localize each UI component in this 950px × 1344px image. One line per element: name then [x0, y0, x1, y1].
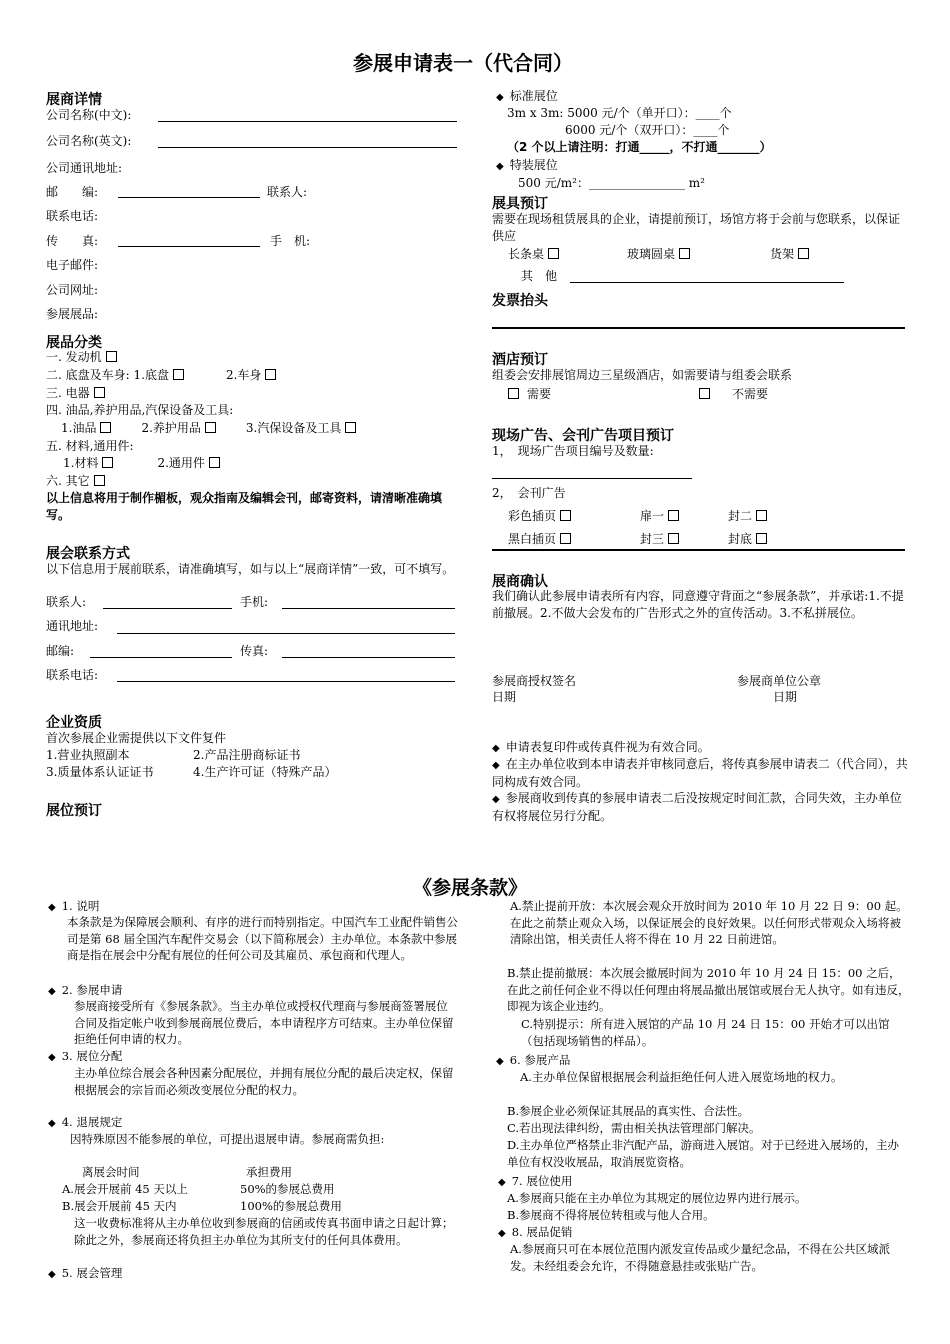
- hotel-need: 需要: [508, 386, 551, 403]
- diamond-bullet-icon: ◆: [498, 1177, 506, 1188]
- checkbox[interactable]: [699, 388, 710, 399]
- liaison-phone-label: 联系电话:: [46, 668, 99, 682]
- liaison-desc: 以下信息用于展前联系，请准确填写，如与以上“展商详情”一致，可不填写。: [46, 562, 455, 576]
- term-6-d: D.主办单位严格禁止非汽配产品，游商进入展馆。对于已经进入展场的，主办单位有权没收展品，取消展览资格。: [507, 1138, 899, 1169]
- seal-label: 参展商单位公章: [737, 674, 822, 688]
- checkbox[interactable]: [560, 533, 571, 544]
- category-2: 二. 底盘及车身: 1.底盘 2.车身: [46, 367, 276, 384]
- checkbox[interactable]: [560, 510, 571, 521]
- term-4: ◆ 4. 退展规定: [48, 1115, 123, 1129]
- furniture-table: 长条桌: [508, 246, 559, 263]
- diamond-bullet-icon: ◆: [496, 161, 504, 172]
- term-5: ◆ 5. 展会管理: [48, 1266, 123, 1280]
- term-7-a: A.参展商只能在主办单位为其规定的展位边界内进行展示。: [507, 1191, 807, 1205]
- checkbox[interactable]: [345, 422, 356, 433]
- term-4-b: B.展会开展前 45 天内: [62, 1199, 177, 1213]
- diamond-bullet-icon: ◆: [48, 986, 56, 997]
- liaison-address-label: 通讯地址:: [46, 619, 99, 633]
- category-6: 六. 其它: [46, 473, 105, 490]
- confirm-desc: 我们确认此参展申请表所有内容，同意遵守背面之“参展条款”，并承诺:1.不提前撤展。2.不做大会发布的广告形式之外的宣传活动。3.不私拼展位。: [492, 589, 904, 620]
- exhibits-label: 参展展品:: [46, 307, 99, 321]
- qualification-heading: 企业资质: [46, 715, 102, 731]
- ads-item-1: 1， 现场广告项目编号及数量:: [492, 444, 654, 458]
- seal-date-label: 日期: [773, 690, 798, 704]
- diamond-bullet-icon: ◆: [48, 1118, 56, 1129]
- checkbox[interactable]: [205, 422, 216, 433]
- liaison-fax-label: 传真:: [240, 644, 269, 658]
- diamond-bullet-icon: ◆: [496, 1056, 504, 1067]
- diamond-bullet-icon: ◆: [492, 760, 500, 771]
- term-5-a: A.禁止提前开放：本次展会观众开放时间为 2010 年 10 月 22 日 9：00 起。在此之前禁止观众入场，以保证展会的良好效果。以任何形式带观众入场将被清除出馆，相关责任人将不得在 10 月 22 日前进馆。: [510, 899, 908, 946]
- invoice-field[interactable]: [492, 327, 905, 329]
- company-cn-label: 公司名称(中文):: [46, 108, 132, 122]
- diamond-bullet-icon: ◆: [48, 902, 56, 913]
- checkbox[interactable]: [102, 457, 113, 468]
- term-4-col-fee: 承担费用: [246, 1165, 292, 1179]
- term-6-b: B.参展企业必须保证其展品的真实性、合法性。: [507, 1104, 750, 1118]
- sign-date-label: 日期: [492, 690, 517, 704]
- term-7-b: B.参展商不得将展位转租或与他人合用。: [507, 1208, 715, 1222]
- term-5-b: B.禁止提前撤展：本次展会撤展时间为 2010 年 10 月 24 日 15：00 之后，在此之前任何企业不得以任何理由将展品撤出展馆或展台无人执守。如有违反，即视为该企业违约。: [507, 966, 910, 1013]
- ads-item-1-field[interactable]: [492, 478, 692, 479]
- term-3-body: 主办单位综合展会各种因素分配展位，并拥有展位分配的最后决定权，保留根据展会的宗旨而必须改变展位分配的权力。: [74, 1066, 454, 1097]
- booth-heading: 展位预订: [46, 803, 102, 819]
- checkbox[interactable]: [668, 510, 679, 521]
- checkbox[interactable]: [173, 369, 184, 380]
- ads-bw: 黑白插页: [508, 531, 571, 548]
- ads-cover3: 封三: [640, 531, 679, 548]
- mobile-label: 手 机:: [270, 234, 311, 248]
- checkbox[interactable]: [106, 351, 117, 362]
- category-1: 一. 发动机: [46, 349, 117, 366]
- website-label: 公司网址:: [46, 283, 99, 297]
- ads-color: 彩色插页: [508, 508, 571, 525]
- exhibitor-heading: 展商详情: [46, 92, 102, 108]
- term-4-a-fee: 50%的参展总费用: [240, 1182, 335, 1196]
- postcode-label: 邮 编:: [46, 185, 99, 199]
- term-4-tail: 这一收费标准将从主办单位收到参展商的信函或传真书面申请之日起计算；除此之外，参展商还将负担主办单位为其所支付的任何具体费用。: [74, 1216, 454, 1247]
- terms-title: 《参展条款》: [413, 877, 528, 899]
- invoice-heading: 发票抬头: [492, 293, 548, 309]
- qualification-doc-1: 1.营业执照副本: [46, 748, 130, 762]
- liaison-mobile-field[interactable]: [282, 608, 455, 609]
- checkbox[interactable]: [679, 248, 690, 259]
- hotel-heading: 酒店预订: [492, 352, 548, 368]
- category-5-items: 1.材料 2.通用件: [63, 455, 220, 472]
- qualification-doc-4: 4.生产许可证（特殊产品）: [193, 765, 337, 779]
- contact-label: 联系人:: [267, 185, 308, 199]
- postcode-field[interactable]: [118, 197, 260, 198]
- term-2-body: 参展商接受所有《参展条款》。当主办单位或授权代理商与参展商签署展位合同及指定帐户收到参展商展位费后，本申请程序方可结束。主办单位保留拒绝任何申请的权力。: [74, 999, 454, 1046]
- term-6-a: A.主办单位保留根据展会利益拒绝任何人进入展览场地的权力。: [520, 1070, 843, 1084]
- standard-double-price: 6000 元/个（双开口）：____个: [565, 123, 730, 137]
- term-4-a: A.展会开展前 45 天以上: [62, 1182, 188, 1196]
- diamond-bullet-icon: ◆: [498, 1228, 506, 1239]
- diamond-bullet-icon: ◆: [48, 1052, 56, 1063]
- liaison-postcode-field[interactable]: [90, 657, 232, 658]
- furniture-other-label: 其 他: [521, 269, 558, 283]
- term-8-a: A.参展商只可在本展位范围内派发宣传品或少量纪念品，不得在公共区域派发。未经组委会允许，不得随意悬挂或张贴广告。: [510, 1242, 890, 1273]
- category-4-items: 1.油品 2.养护用品 3.汽保设备及工具: [61, 420, 356, 437]
- diamond-bullet-icon: ◆: [48, 1269, 56, 1280]
- ads-back: 封底: [728, 531, 767, 548]
- special-price: 500 元/m²：________________ m²: [518, 176, 705, 190]
- phone-label: 联系电话:: [46, 209, 99, 223]
- checkbox[interactable]: [798, 248, 809, 259]
- liaison-contact-label: 联系人:: [46, 595, 87, 609]
- furniture-glass: 玻璃圆桌: [627, 246, 690, 263]
- furniture-other-field[interactable]: [570, 282, 844, 283]
- furniture-shelf: 货架: [770, 246, 809, 263]
- liaison-phone-field[interactable]: [117, 681, 455, 682]
- term-4-b-fee: 100%的参展总费用: [240, 1199, 342, 1213]
- company-en-field[interactable]: [158, 147, 457, 148]
- checkbox[interactable]: [94, 475, 105, 486]
- category-3: 三. 电器: [46, 385, 105, 402]
- page-title: 参展申请表一（代合同）: [353, 51, 573, 75]
- checkbox[interactable]: [100, 422, 111, 433]
- checkbox[interactable]: [508, 388, 519, 399]
- company-en-label: 公司名称(英文):: [46, 134, 132, 148]
- term-1-body: 本条款是为保障展会顺利、有序的进行而特别指定。中国汽车工业配件销售公司是第 68 届全国汽车配件交易会（以下简称展会）主办单位。本条款中参展商是指在展会中分配有展位的任何公司及其雇员、承包商和代理人。: [67, 915, 458, 962]
- fax-field[interactable]: [118, 246, 260, 247]
- liaison-contact-field[interactable]: [103, 608, 232, 609]
- checkbox[interactable]: [265, 369, 276, 380]
- liaison-fax-field[interactable]: [282, 657, 455, 658]
- fax-label: 传 真:: [46, 234, 99, 248]
- sign-label: 参展商授权签名: [492, 674, 577, 688]
- note-1: ◆ 申请表复印件或传真件视为有效合同。: [492, 740, 710, 754]
- liaison-mobile-label: 手机:: [240, 595, 269, 609]
- term-6-c: C.若出现法律纠纷，需由相关执法管理部门解决。: [507, 1121, 761, 1135]
- term-4-body: 因特殊原因不能参展的单位，可提出退展申请。参展商需负担:: [70, 1132, 385, 1146]
- email-label: 电子邮件:: [46, 258, 99, 272]
- checkbox[interactable]: [94, 387, 105, 398]
- liaison-address-field[interactable]: [117, 633, 455, 634]
- company-cn-field[interactable]: [158, 121, 457, 122]
- diamond-bullet-icon: ◆: [492, 794, 500, 805]
- categories-heading: 展品分类: [46, 335, 102, 351]
- ads-cover2: 封二: [728, 508, 767, 525]
- standard-note: （2 个以上请注明：打通_____，不打通_______）: [507, 140, 772, 154]
- term-6: ◆ 6. 参展产品: [496, 1053, 571, 1067]
- checkbox[interactable]: [209, 457, 220, 468]
- note-2: ◆ 在主办单位收到本申请表并审核同意后，将传真参展申请表二（代合同），共同构成有效合同。: [492, 757, 908, 789]
- diamond-bullet-icon: ◆: [492, 743, 500, 754]
- checkbox[interactable]: [548, 248, 559, 259]
- term-1: ◆ 1. 说明: [48, 899, 100, 913]
- hotel-noneed: 不需要: [699, 386, 768, 403]
- note-3: ◆ 参展商收到传真的参展申请表二后没按规定时间汇款，合同失效，主办单位有权将展位另行分配。: [492, 791, 902, 823]
- term-5-c: C.特别提示：所有进入展馆的产品 10 月 24 日 15：00 开始才可以出馆（包括现场销售的样品）。: [521, 1017, 890, 1048]
- hotel-desc: 组委会安排展馆周边三星级酒店，如需要请与组委会联系: [492, 368, 793, 382]
- qualification-doc-2: 2.产品注册商标证书: [193, 748, 301, 762]
- liaison-postcode-label: 邮编:: [46, 644, 75, 658]
- address-label: 公司通讯地址:: [46, 161, 123, 175]
- checkbox[interactable]: [668, 533, 679, 544]
- term-2: ◆ 2. 参展申请: [48, 983, 123, 997]
- section-divider: [492, 549, 905, 551]
- term-4-col-time: 离展会时间: [82, 1165, 140, 1179]
- standard-booth: ◆ 标准展位: [496, 89, 558, 103]
- checkbox[interactable]: [756, 510, 767, 521]
- diamond-bullet-icon: ◆: [496, 92, 504, 103]
- special-booth: ◆ 特装展位: [496, 158, 558, 172]
- category-4: 四. 油品,养护用品,汽保设备及工具:: [46, 403, 234, 417]
- confirm-heading: 展商确认: [492, 574, 548, 590]
- ads-heading: 现场广告、会刊广告项目预订: [492, 428, 674, 444]
- furniture-desc: 需要在现场租赁展具的企业，请提前预订，场馆方将于会前与您联系，以保证供应: [492, 212, 901, 243]
- standard-single-price: 3m x 3m: 5000 元/个（单开口）：____个: [507, 106, 732, 120]
- qualification-doc-3: 3.质量体系认证证书: [46, 765, 154, 779]
- checkbox[interactable]: [756, 533, 767, 544]
- qualification-desc: 首次参展企业需提供以下文件复件: [46, 731, 227, 745]
- category-5: 五. 材料,通用件:: [46, 439, 134, 453]
- term-7: ◆ 7. 展位使用: [498, 1174, 573, 1188]
- term-3: ◆ 3. 展位分配: [48, 1049, 123, 1063]
- liaison-heading: 展会联系方式: [46, 546, 130, 562]
- ads-item-2: 2， 会刊广告: [492, 486, 566, 500]
- categories-note: 以上信息将用于制作楣板，观众指南及编辑会刊，邮寄资料，请清晰准确填写。: [46, 491, 443, 522]
- furniture-heading: 展具预订: [492, 196, 548, 212]
- term-8: ◆ 8. 展品促销: [498, 1225, 573, 1239]
- ads-fly: 扉一: [640, 508, 679, 525]
